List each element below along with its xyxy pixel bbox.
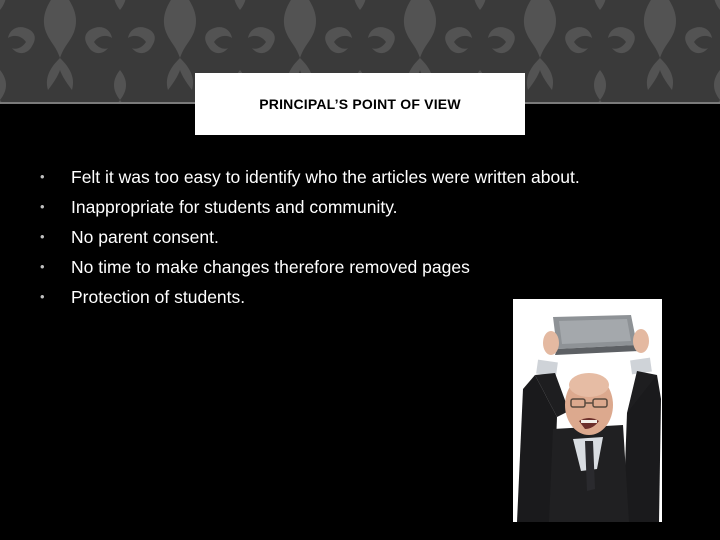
title-box	[195, 73, 525, 135]
bullet-text: Felt it was too easy to identify who the articles were written about.	[71, 167, 580, 187]
bullet-dot: •	[40, 199, 45, 214]
bullet-dot: •	[40, 169, 45, 184]
man-raising-laptop-icon	[513, 299, 662, 522]
bullet-item	[40, 282, 580, 312]
bullet-text: No time to make changes therefore removed pages	[71, 257, 470, 277]
bullet-text: Inappropriate for students and community.	[71, 197, 398, 217]
bullet-dot: •	[40, 289, 45, 304]
bullet-text: No parent consent.	[71, 227, 219, 247]
bullet-list	[40, 162, 580, 312]
bullet-item	[40, 162, 580, 192]
bullet-item	[40, 222, 580, 252]
bullet-dot: •	[40, 259, 45, 274]
bullet-dot: •	[40, 229, 45, 244]
frustrated-man-photo	[513, 299, 662, 522]
bullet-text: Protection of students.	[71, 287, 246, 307]
bullet-item	[40, 252, 580, 282]
bullet-item	[40, 192, 580, 222]
slide-title: PRINCIPAL’S POINT OF VIEW	[259, 96, 461, 112]
